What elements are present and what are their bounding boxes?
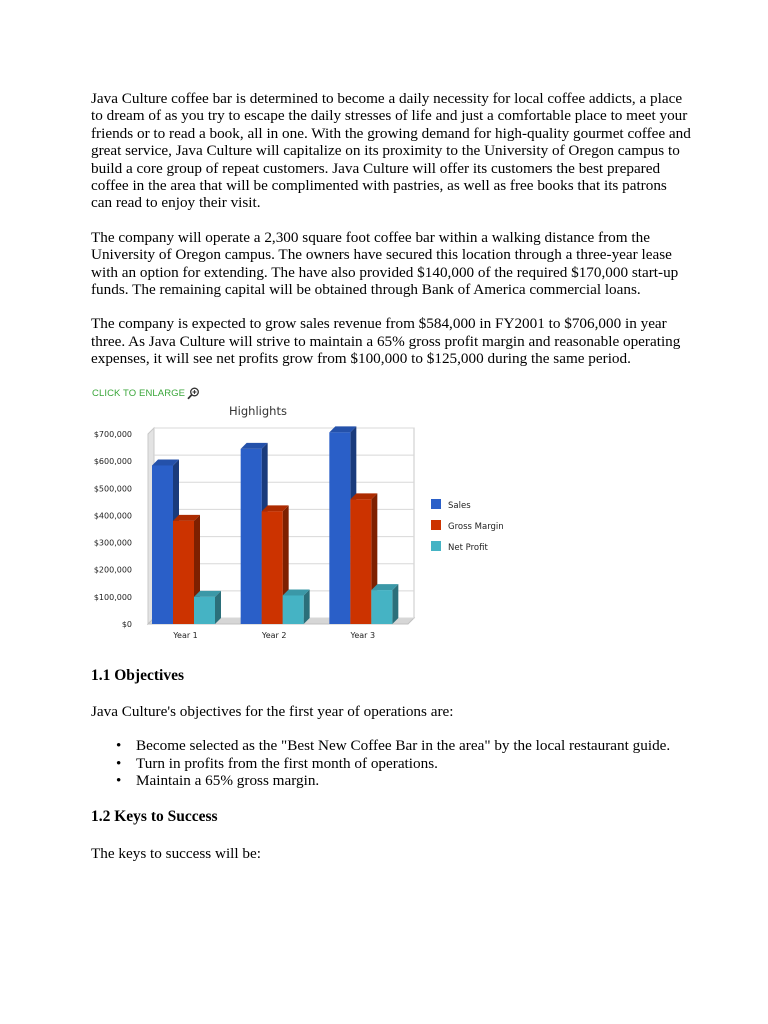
summary-paragraph-3: The company is expected to grow sales revenue from $584,000 in FY2001 to $706,000 in year three. As Java Culture will strive to maintain a 65% gross profit margin and reasonable operating expenses, it will see net profits grow from $100,000 to $125,000 during the same period. — [91, 315, 681, 368]
list-item — [91, 737, 670, 755]
bar-sales — [152, 465, 173, 624]
bar-sales — [329, 432, 350, 624]
bar-side — [304, 590, 310, 625]
list-item — [91, 772, 670, 790]
y-tick-label: $700,000 — [93, 430, 132, 439]
y-tick-label: $500,000 — [93, 484, 132, 494]
list-item-text: Turn in profits from the first month of operations. — [136, 754, 438, 772]
legend-label: Sales — [448, 501, 471, 511]
x-tick-label: Year 2 — [261, 631, 287, 640]
bar-net-profit — [194, 597, 215, 624]
chart-title: Highlights — [229, 404, 287, 418]
keys-intro: The keys to success will be: — [91, 845, 261, 862]
bullet: • — [116, 754, 122, 772]
bar-gross-margin — [350, 499, 371, 624]
bar-side — [392, 584, 398, 624]
legend-swatch — [431, 541, 441, 551]
highlights-chart-svg — [88, 398, 528, 648]
click-to-enlarge-label: CLICK TO ENLARGE — [92, 388, 186, 399]
y-tick-label: $400,000 — [93, 511, 132, 521]
keys-heading: 1.2 Keys to Success — [91, 808, 218, 825]
legend-swatch — [431, 499, 441, 509]
list-item-text: Maintain a 65% gross margin. — [136, 772, 320, 789]
y-tick-label: $300,000 — [93, 538, 132, 548]
y-tick-label: $100,000 — [93, 592, 132, 602]
bar-gross-margin — [173, 521, 194, 624]
bullet: • — [116, 772, 122, 789]
bar-net-profit — [283, 596, 304, 625]
x-tick-label: Year 1 — [173, 631, 198, 640]
x-tick-label: Year 3 — [350, 631, 376, 640]
highlights-chart[interactable] — [88, 398, 528, 648]
y-tick-label: $0 — [121, 620, 132, 629]
legend-label: Net Profit — [448, 543, 488, 553]
bar-gross-margin — [262, 511, 283, 624]
bar-net-profit — [371, 590, 392, 624]
objectives-list — [91, 737, 670, 790]
objectives-intro: Java Culture's objectives for the first year of operations are: — [91, 703, 454, 720]
summary-text — [91, 90, 691, 368]
legend-swatch — [431, 520, 441, 530]
summary-paragraph-2: The company will operate a 2,300 square foot coffee bar within a walking distance from the University of Oregon campus. The owners have secured this location through a three-year lease with an option for extending. The have also provided $140,000 of the required $170,000 start-up funds. The remaining capital will be obtained through Bank of America commercial loans. — [91, 228, 679, 299]
list-item-text: Become selected as the "Best New Coffee Bar in the area" by the local restaurant guide. — [136, 737, 671, 754]
legend-label: Gross Margin — [448, 522, 504, 532]
summary-paragraph-1: Java Culture coffee bar is determined to become a daily necessity for local coffee addicts, a place to dream of as you try to escape the daily stresses of life and just a comfortable place to meet your friends or to read a book, all in one. With the growing demand for high-quality gourmet coffee and great service, Java Culture will capitalize on its proximity to the University of Oregon campus to build a core group of repeat customers. Java Culture will offer its customers the best prepared coffee in the area that will be complimented with pastries, as well as free books that its patrons can read to enjoy their visit. — [91, 90, 691, 212]
y-tick-label: $600,000 — [93, 457, 132, 467]
y-tick-label: $200,000 — [93, 565, 132, 575]
bullet: • — [116, 737, 122, 754]
bar-sales — [241, 449, 262, 624]
objectives-heading: 1.1 Objectives — [91, 667, 184, 684]
list-item — [91, 755, 670, 773]
